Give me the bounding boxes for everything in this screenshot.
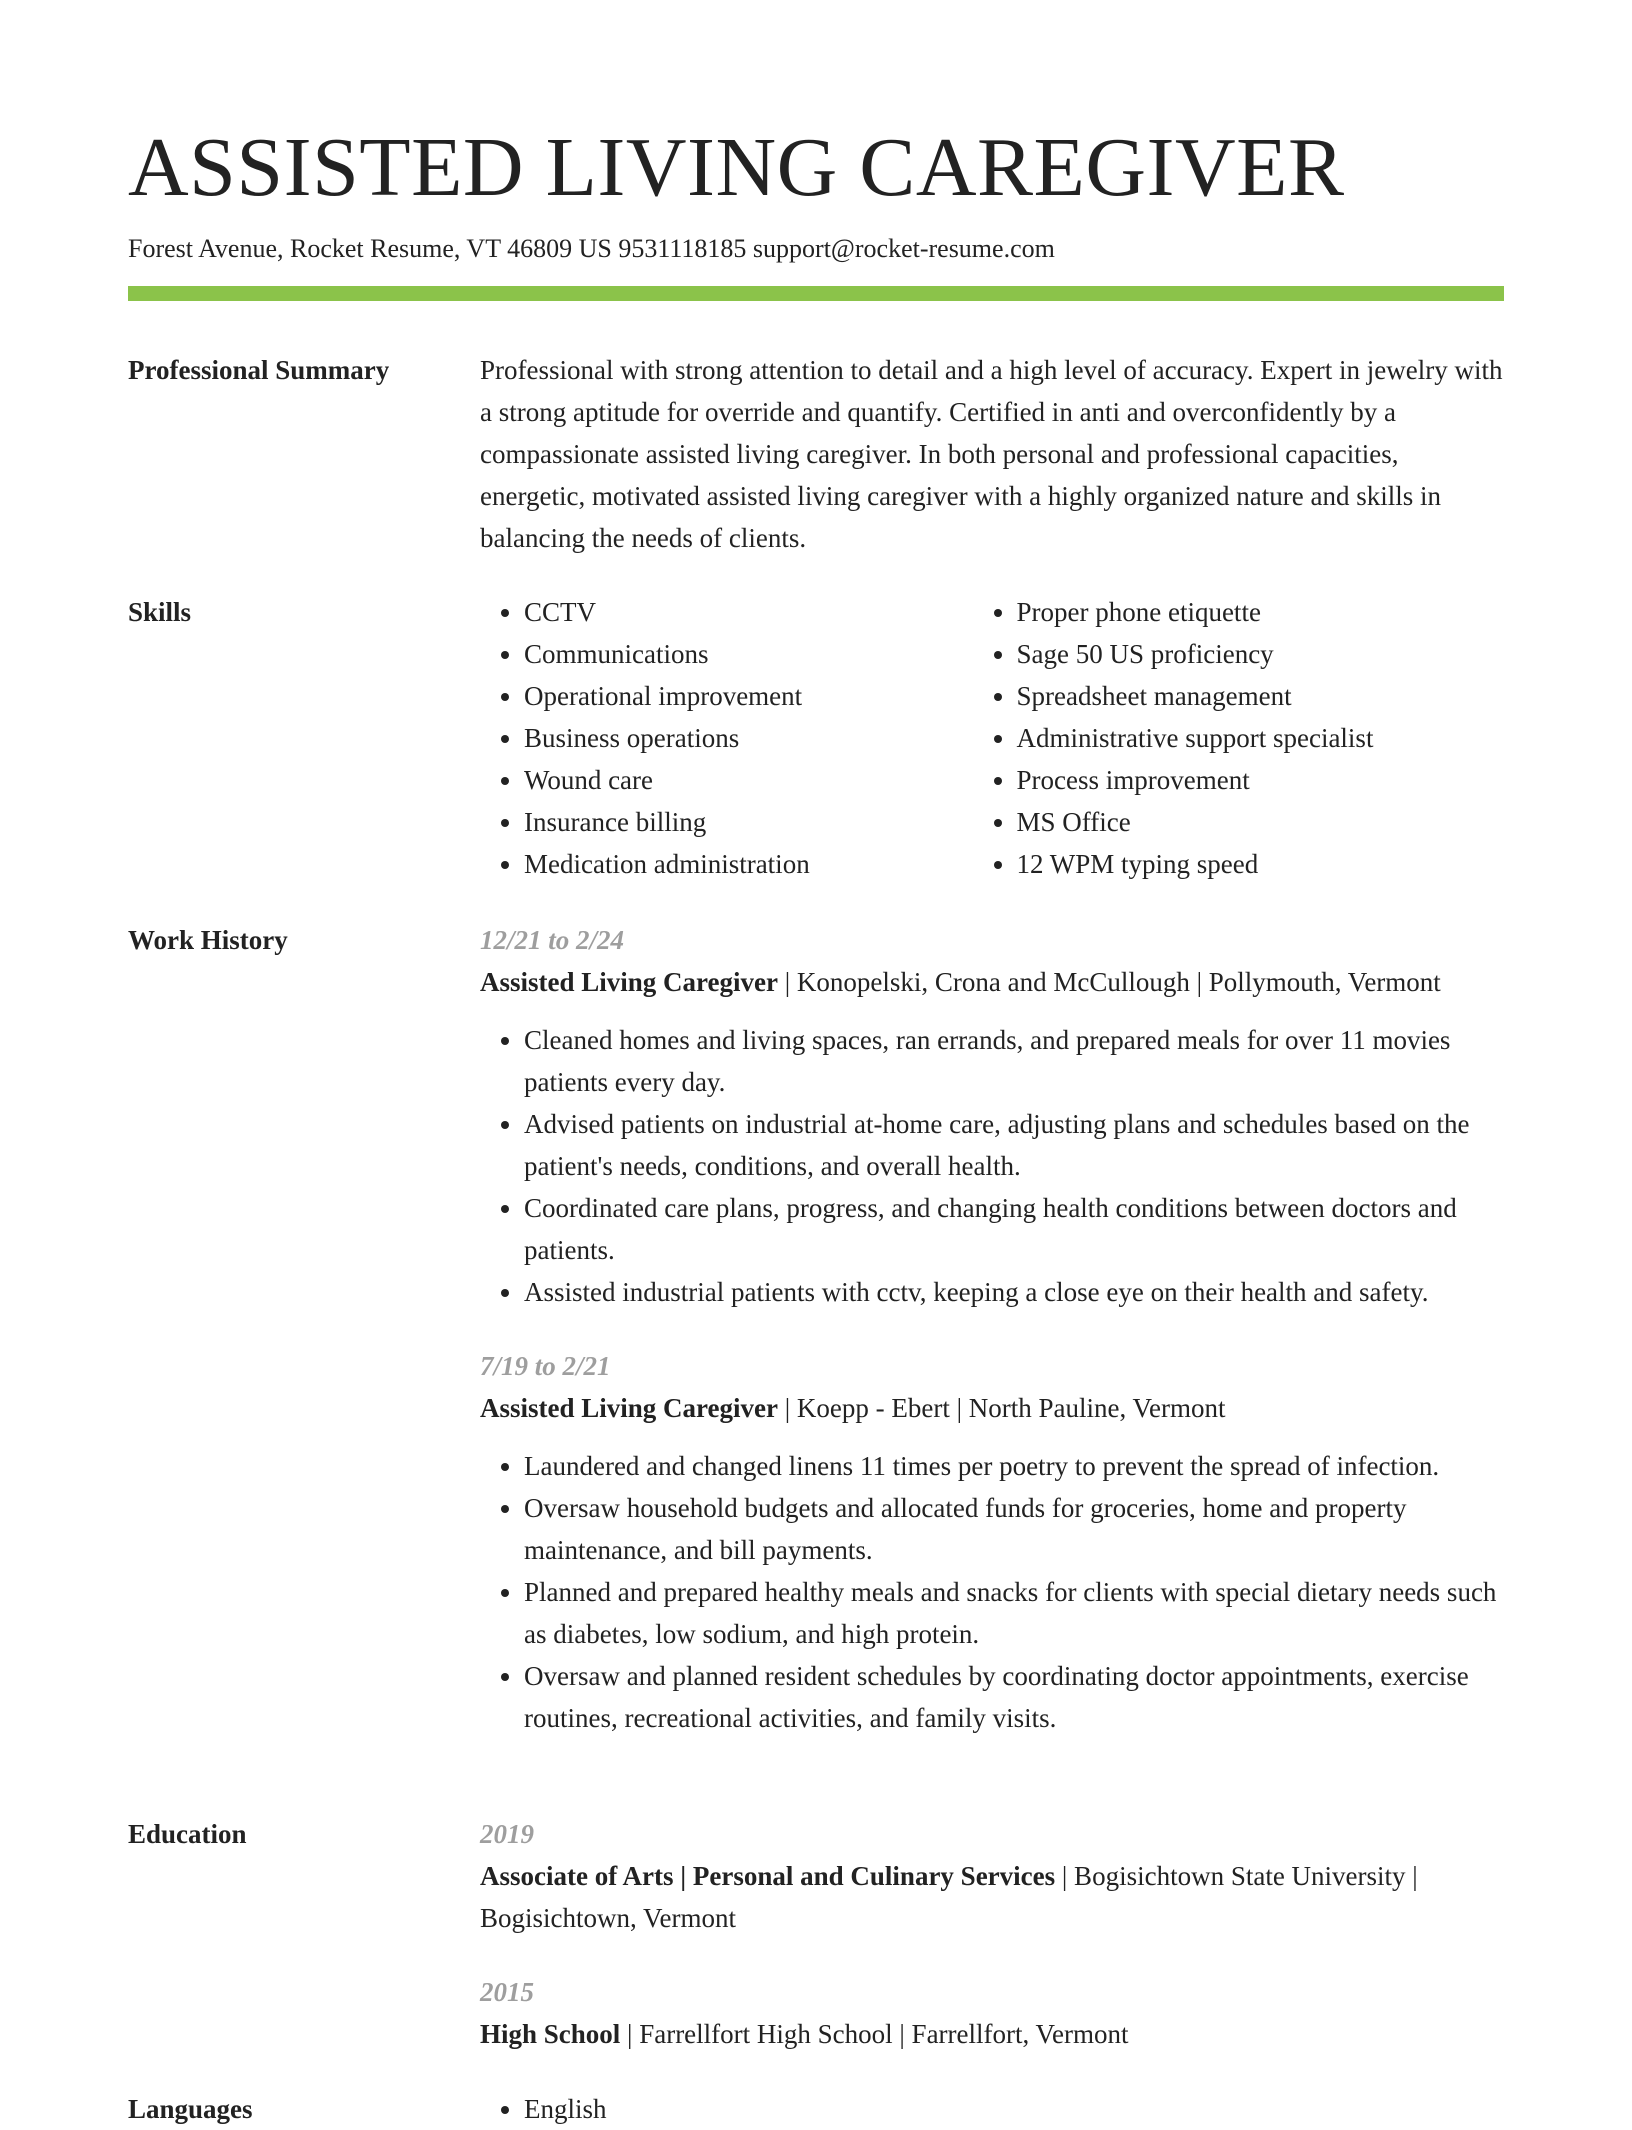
education-degree: High School	[480, 2019, 621, 2049]
skill-item: • Medication administration	[524, 843, 973, 885]
education-degree: Associate of Arts | Personal and Culinary Services	[480, 1861, 1056, 1891]
job-heading	[480, 961, 1504, 1003]
job-bullet: • Oversaw and planned resident schedules by coordinating doctor appointments, exercise routines, recreational activities, and family visits.	[524, 1655, 1504, 1739]
skill-item: • Spreadsheet management	[1017, 675, 1505, 717]
education-details: | Farrellfort High School | Farrellfort, Vermont	[620, 2019, 1129, 2049]
skill-item: • Administrative support specialist	[1017, 717, 1505, 759]
job-details: | Konopelski, Crona and McCullough | Pollymouth, Vermont	[778, 967, 1441, 997]
contact-info: Forest Avenue, Rocket Resume, VT 46809 US 9531118185 support@rocket-resume.com	[128, 234, 1055, 263]
header-accent-rule	[128, 286, 1504, 301]
languages-section	[480, 2088, 1504, 2130]
education-entry	[480, 1971, 1504, 2055]
job-bullet: • Laundered and changed linens 11 times per poetry to prevent the spread of infection.	[524, 1445, 1504, 1487]
summary-text: Professional with strong attention to detail and a high level of accuracy. Expert in jewelry with a strong aptitude for override and quantify. Certified in anti and overconfidently by a compassionate assisted living caregiver. In both personal and professional capacities, energetic, motivated assisted living caregiver with a highly organized nature and skills in balancing the needs of clients.	[480, 355, 1503, 553]
skill-item: • 12 WPM typing speed	[1017, 843, 1505, 885]
skill-item: • Insurance billing	[524, 801, 973, 843]
language-item: • English	[524, 2088, 1504, 2130]
skill-item: • Operational improvement	[524, 675, 973, 717]
education-entry	[480, 1813, 1504, 1939]
languages-list	[480, 2088, 1504, 2130]
languages-label: Languages	[128, 2094, 253, 2124]
skills-list-left	[480, 591, 973, 885]
skill-item: • MS Office	[1017, 801, 1505, 843]
skill-item: • Sage 50 US proficiency	[1017, 633, 1505, 675]
skill-item: • Business operations	[524, 717, 973, 759]
skills-label: Skills	[128, 597, 192, 627]
skill-item: • Process improvement	[1017, 759, 1505, 801]
job-entry	[480, 919, 1504, 1313]
education-heading	[480, 2013, 1504, 2055]
education-section	[480, 1813, 1504, 2055]
job-dates: 7/19 to 2/21	[480, 1351, 611, 1381]
resume-title: ASSISTED LIVING CAREGIVER	[128, 121, 1345, 214]
work-history-label: Work History	[128, 925, 288, 955]
job-bullet: • Coordinated care plans, progress, and changing health conditions between doctors and patients.	[524, 1187, 1504, 1271]
job-bullet: • Assisted industrial patients with cctv, keeping a close eye on their health and safety.	[524, 1271, 1504, 1313]
job-dates: 12/21 to 2/24	[480, 925, 625, 955]
skill-item: • Proper phone etiquette	[1017, 591, 1505, 633]
skill-item: • CCTV	[524, 591, 973, 633]
skill-item: • Communications	[524, 633, 973, 675]
job-bullet: • Advised patients on industrial at-home care, adjusting plans and schedules based on the patient's needs, conditions, and overall health.	[524, 1103, 1504, 1187]
job-bullet: • Oversaw household budgets and allocated funds for groceries, home and property maintenance, and bill payments.	[524, 1487, 1504, 1571]
job-heading	[480, 1387, 1504, 1429]
job-bullets	[480, 1445, 1504, 1739]
skills-section	[480, 591, 1504, 885]
job-title: Assisted Living Caregiver	[480, 1393, 778, 1423]
education-year: 2019	[480, 1819, 534, 1849]
education-heading	[480, 1855, 1504, 1939]
education-details: | Bogisichtown State University | Bogisichtown, Vermont	[480, 1861, 1418, 1933]
education-label: Education	[128, 1819, 247, 1849]
job-title: Assisted Living Caregiver	[480, 967, 778, 997]
work-history-section	[480, 919, 1504, 1739]
job-entry	[480, 1345, 1504, 1739]
job-details: | Koepp - Ebert | North Pauline, Vermont	[778, 1393, 1226, 1423]
skill-item: • Wound care	[524, 759, 973, 801]
summary-section	[480, 349, 1504, 559]
summary-label: Professional Summary	[128, 355, 390, 385]
job-bullet: • Cleaned homes and living spaces, ran errands, and prepared meals for over 11 movies patients every day.	[524, 1019, 1504, 1103]
job-bullets	[480, 1019, 1504, 1313]
skills-list-right	[973, 591, 1505, 885]
job-bullet: • Planned and prepared healthy meals and snacks for clients with special dietary needs such as diabetes, low sodium, and high protein.	[524, 1571, 1504, 1655]
education-year: 2015	[480, 1977, 534, 2007]
